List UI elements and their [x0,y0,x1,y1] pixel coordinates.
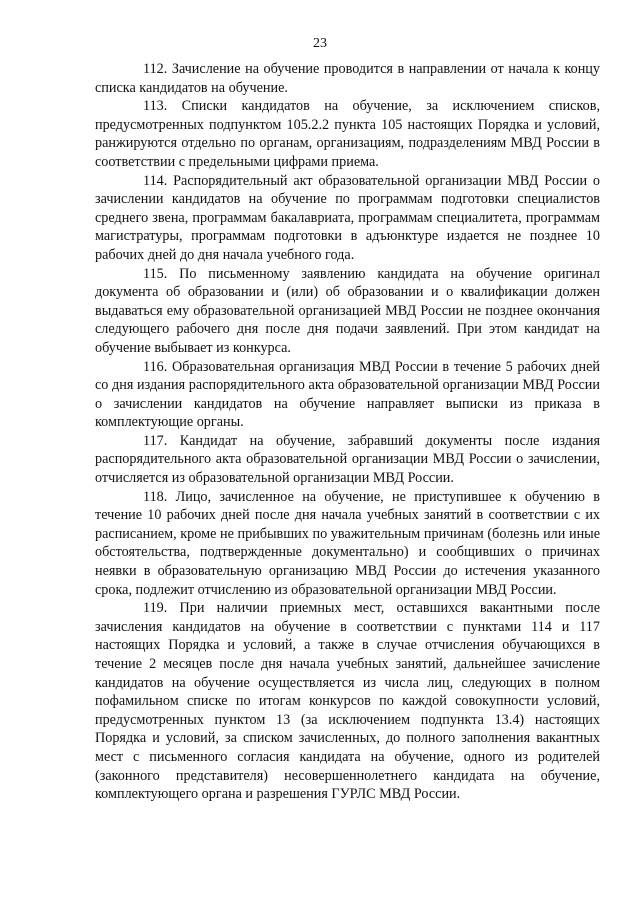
page-number: 23 [313,36,327,51]
paragraph-112: 112. Зачисление на обучение проводится в направлении от начала к концу списка кандидатов на обучение. [95,61,600,96]
paragraph-114: 114. Распорядительный акт образовательной организации МВД России о зачислении кандидатов на обучение по программам подготовки специалистов среднего звена, программам бакалавриата, программам специалитета, программам магистратуры, программам подготовки в адъюнктуре издается не позднее 10 рабочих дней до дня начала учебного года. [95,172,600,263]
paragraph-119: 119. При наличии приемных мест, оставшихся вакантными после зачисления кандидатов на обучение в соответствии с пунктами 114 и 117 настоящих Порядка и условий, а также в случае отчисления обучающихся в течение 2 месяцев после дня начала учебных занятий, дальнейшее зачисление кандидатов на обучение осуществляется из числа лиц, следующих в полном пофамильном списке по итогам конкурсов по каждой совокупности условий, предусмотренных пунктом 13 (за исключением подпункта 13.4) настоящих Порядка и условий, за списком зачисленных, до полного заполнения вакантных мест с письменного согласия кандидата на обучение, одного из родителей (законного представителя) несовершеннолетнего кандидата на обучение, комплектующего органа и разрешения ГУРЛС МВД России. [95,600,600,803]
paragraph-117: 117. Кандидат на обучение, забравший документы после издания распорядительного акта образовательной организации МВД России о зачислении, отчисляется из образовательной организации МВД России. [95,432,600,487]
paragraph-115: 115. По письменному заявлению кандидата на обучение оригинал документа об образовании и (или) об образовании и о квалификации должен выдаваться ему образовательной организацией МВД России не позднее окончания следующего рабочего дня после дня подачи заявлений. При этом кандидат на обучение выбывает из конкурса. [95,265,600,356]
paragraph-118: 118. Лицо, зачисленное на обучение, не приступившее к обучению в течение 10 рабочих дней после дня начала учебных занятий в соответствии с их расписанием, кроме не прибывших по уважительным причинам (болезнь или иные обстоятельства, подтвержденные документально) и сообщивших о причинах неявки в образовательную организацию МВД России до истечения указанного срока, подлежит отчислению из образовательной организации МВД России. [95,488,600,598]
document-body [95,60,600,804]
paragraph-113: 113. Списки кандидатов на обучение, за исключением списков, предусмотренных подпунктом 105.2.2 пункта 105 настоящих Порядка и условий, ранжируются отдельно по органам, организациям, подразделениям МВД России в соответствии с предельными цифрами приема. [95,98,600,170]
paragraph-116: 116. Образовательная организация МВД России в течение 5 рабочих дней со дня издания распорядительного акта образовательной организации МВД России о зачислении кандидатов на обучение направляет выписки из приказа в комплектующие органы. [95,358,600,431]
